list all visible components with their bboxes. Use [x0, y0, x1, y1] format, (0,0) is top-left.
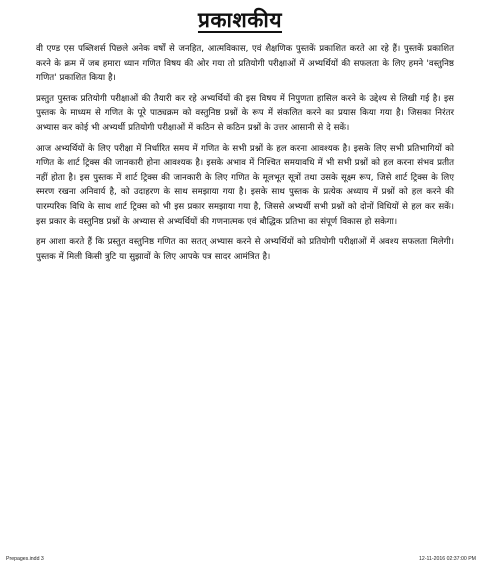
- paragraph-closing: हम आशा करते हैं कि प्रस्तुत वस्तुनिष्ठ गणित का सतत् अभ्यास करने से अभ्यर्थियों को प्रतियोगी परीक्षाओं में अवश्य सफलता मिलेगी। पुस्तक में मिली किसी त्रुटि या सुझावों के लिए आपके पत्र सादर आमंत्रित है।: [36, 237, 454, 262]
- page-title: प्रकाशकीय: [197, 8, 283, 32]
- paragraph-intro: वी एण्ड एस पब्लिशर्स पिछले अनेक वर्षों से जनहित, आत्मविकास, एवं शैक्षणिक पुस्तकें प्रकाशित करते आ रहे हैं। पुस्तकें प्रकाशित करने के क्रम में जब हमारा ध्यान गणित विषय की ओर गया तो प्रतियोगी परीक्षाओं में अभ्यर्थियों की सफलता के लिए हमने 'वस्तुनिष्ठ गणित' प्रकाशित किया है।: [36, 44, 454, 84]
- body-content: [36, 42, 454, 270]
- footer-file-label: Prepages.indd 3: [6, 556, 44, 562]
- footer-timestamp: 12-11-2016 02:37:00 PM: [418, 556, 476, 562]
- paragraph-short-tricks: आज अभ्यर्थियों के लिए परीक्षा में निर्धारित समय में गणित के सभी प्रश्नों के हल करना आवश्यक है। इसके लिए सभी प्रतिभागियों को गणित के शार्ट ट्रिक्स की जानकारी होना आवश्यक है। इसके अभाव में निश्चित समयावधि में भी सभी प्रश्नों को हल करना संभव प्रतीत नहीं होता है। इस पुस्तक में शार्ट ट्रिक्स की जानकारी के लिए गणित के मूलभूत सूत्रों तथा उसके सूक्ष्म रूप, जिसे शार्ट ट्रिक्स के लिए स्मरण रखना अनिवार्य है, को उदाहरण के साथ समझाया गया है। इसके साथ पुस्तक के प्रत्येक अध्याय में प्रश्नों को हल करने की पारम्परिक विधि के साथ शार्ट ट्रिक्स को भी इस प्रकार समझाया गया है, जिससे अभ्यर्थी सभी प्रश्नों को दोनों विधियों से हल कर सकें। इस प्रकार के वस्तुनिष्ठ प्रश्नों के अभ्यास से अभ्यर्थियों की गणनात्मक एवं बौद्धिक प्रतिभा का संपूर्ण विकास हो सकेगा।: [36, 143, 454, 227]
- title-block: [0, 6, 480, 34]
- paragraph-purpose: प्रस्तुत पुस्तक प्रतियोगी परीक्षाओं की तैयारी कर रहे अभ्यर्थियों की इस विषय में निपुणता हासिल करने के उद्देश्य से लिखी गई है। इस पुस्तक के माध्यम से गणित के पूरे पाठ्यक्रम को वस्तुनिष्ठ प्रश्नों के रूप में संकलित करने का प्रयास किया गया है। जिसका निरंतर अभ्यास कर कोई भी अभ्यर्थी प्रतियोगी परीक्षाओं में कठिन से कठिन प्रश्नों के उत्तर आसानी से दे सकें।: [36, 93, 454, 133]
- print-footer: [6, 556, 476, 566]
